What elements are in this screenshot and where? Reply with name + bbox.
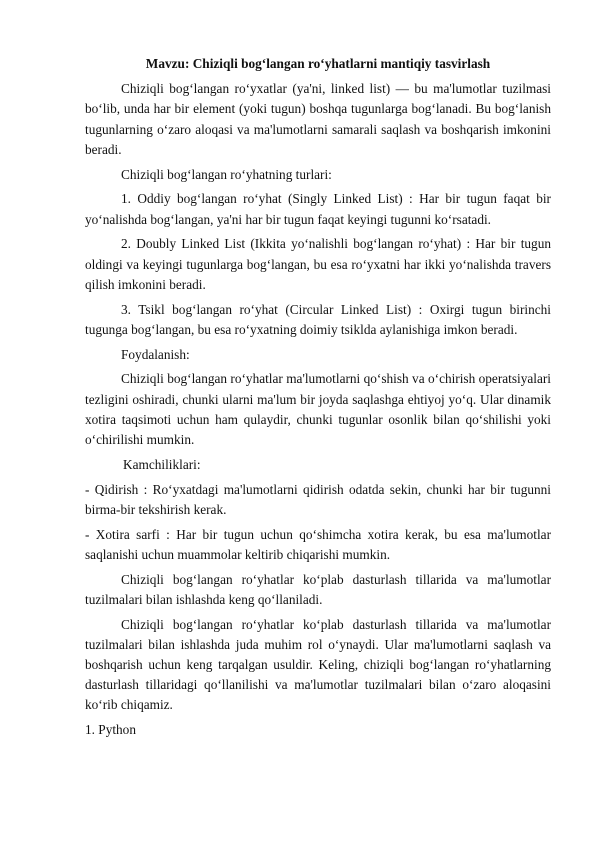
type-circular-paragraph: 3. Tsikl bog‘langan ro‘yhat (Circular Linked List) : Oxirgi tugun birinchi tugunga bog‘langan, bu esa ro‘yxatning doimiy tsiklda aylanishiga imkon beradi. bbox=[85, 301, 551, 337]
intro-paragraph: Chiziqli bog‘langan ro‘yxatlar (ya'ni, linked list) — bu ma'lumotlar tuzilmasi bo‘lib, unda har bir element (yoki tugun) boshqa tugunlarga bog‘lanadi. Bu bog‘lanish tugunlarning o‘zaro aloqasi va ma'lumotlarni samarali saqlash va boshqarish imkonini beradi. bbox=[85, 81, 551, 157]
drawback-memory-paragraph: - Xotira sarfi : Har bir tugun uchun qo‘shimcha xotira kerak, bu esa ma'lumotlar saqlanishi uchun muammolar keltirib chiqarishi mumkin. bbox=[85, 526, 551, 562]
document-title: Mavzu: Chiziqli bog‘langan ro‘yhatlarni mantiqiy tasvirlash bbox=[145, 56, 491, 71]
usage-heading: Foydalanish: bbox=[121, 346, 190, 362]
type-doubly-paragraph: 2. Doubly Linked List (Ikkita yo‘nalishli bog‘langan ro‘yhat) : Har bir tugun oldingi va keyingi tugunlarga bog‘langan, bu esa ro‘yxatni har ikki yo‘nalishda travers qilish imkonini beradi. bbox=[85, 236, 551, 292]
importance-paragraph: Chiziqli bog‘langan ro‘yhatlar ko‘plab dasturlash tillarida va ma'lumotlar tuzilmalari bilan ishlashda juda muhim rol o‘ynaydi. Ular ma'lumotlarni saqlash va boshqarish uchun keng tarqalgan usuldir. Keling, chiziqli bog‘langan ro‘yhatlarning dasturlash tillaridagi qo‘llanilishi va ma'lumotlar tuzilmalari bilan o‘zaro aloqasini ko‘rib chiqamiz. bbox=[85, 616, 551, 713]
drawback-search-paragraph: - Qidirish : Ro‘yxatdagi ma'lumotlarni qidirish odatda sekin, chunki har bir tugunni birma-bir tekshirish kerak. bbox=[85, 481, 551, 517]
usage-paragraph: Chiziqli bog‘langan ro‘yhatlar ma'lumotlarni qo‘shish va o‘chirish operatsiyalari tezligini oshiradi, chunki ularni ma'lum bir joyda saqlashga ehtiyoj yo‘q. Ular dinamik xotira taqsimoti uchun ham qulaydir, chunki tugunlar osonlik bilan qo‘shilishi yoki o‘chirilishi mumkin. bbox=[85, 371, 551, 448]
type-singly-paragraph: 1. Oddiy bog‘langan ro‘yhat (Singly Linked List) : Har bir tugun faqat bir yo‘nalishda bog‘langan, ya'ni har bir tugun faqat keyingi tugunni ko‘rsatadi. bbox=[85, 191, 551, 227]
drawbacks-heading: Kamchiliklari: bbox=[123, 456, 201, 472]
types-heading: Chiziqli bog‘langan ro‘yhatning turlari: bbox=[121, 166, 332, 182]
application-paragraph: Chiziqli bog‘langan ro‘yhatlar ko‘plab dasturlash tillarida va ma'lumotlar tuzilmalari bilan ishlashda keng qo‘llaniladi. bbox=[85, 571, 551, 607]
python-list-item: 1. Python bbox=[85, 722, 136, 738]
